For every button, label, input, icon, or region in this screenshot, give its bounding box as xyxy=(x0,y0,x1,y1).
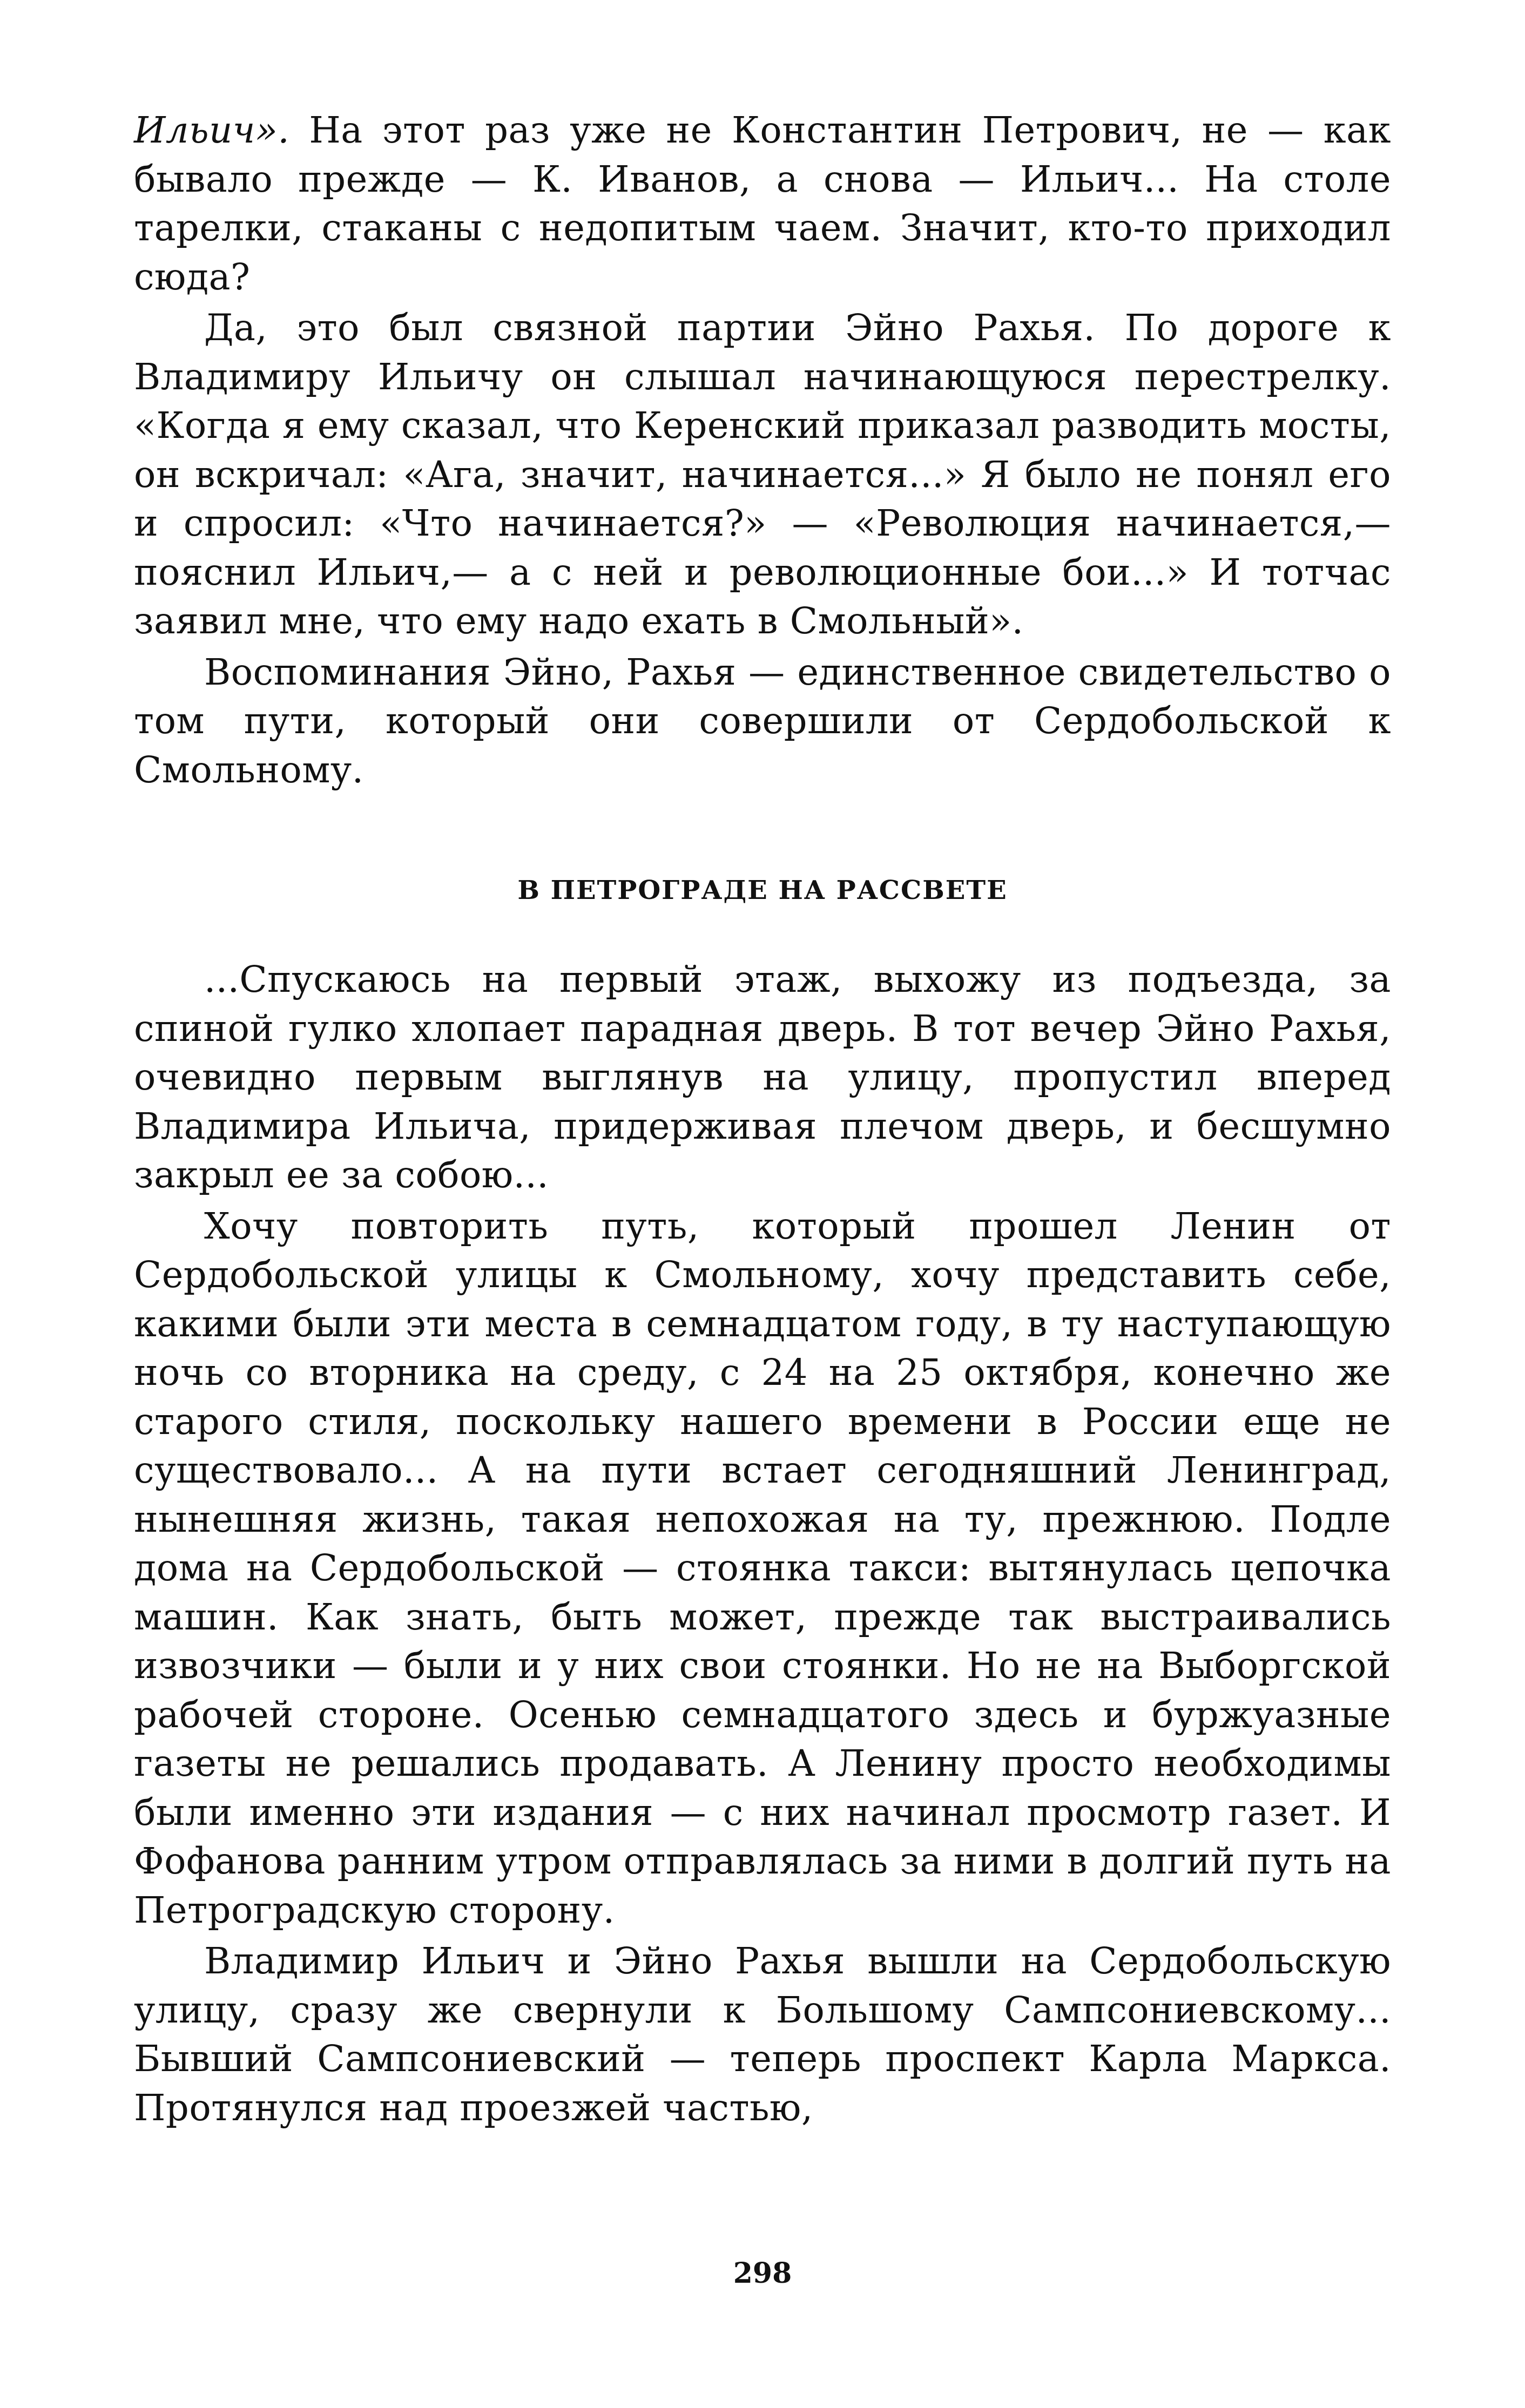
paragraph: Воспоминания Эйно, Рахья — единственное свидетельство о том пути, который они совершили от Сердобольской к Смольному. xyxy=(134,651,1391,791)
paragraph: Да, это был связной партии Эйно Рахья. По дороге к Владимиру Ильичу он слышал начинающуюся перестрелку. «Когда я ему сказал, что Керенский приказал разводить мосты, он вскричал: «Ага, значит, начинается...» Я было не понял его и спросил: «Что начинается?» — «Революция начинается,— пояснил Ильич,— а с ней и революционные бои...» И тотчас заявил мне, что ему надо ехать в Смольный». xyxy=(134,307,1391,642)
paragraph: Хочу повторить путь, который прошел Ленин от Сердобольской улицы к Смольному, хочу представить себе, какими были эти места в семнадцатом году, в ту наступающую ночь со вторника на среду, с 24 на 25 октября, конечно же старого стиля, поскольку нашего времени в России еще не существовало... А на пути встает сегодняшний Ленинград, нынешняя жизнь, такая непохожая на ту, прежнюю. Подле дома на Сердобольской — стоянка такси: вытянулась цепочка машин. Как знать, быть может, прежде так выстраивались извозчики — были и у них свои стоянки. Но не на Выборгской рабочей стороне. Осенью семнадцатого здесь и буржуазные газеты не решались продавать. А Ленину просто необходимы были именно эти издания — с них начинал просмотр газет. И Фофанова ранним утром отправлялась за ними в долгий путь на Петроградскую сторону. xyxy=(134,1205,1391,1931)
page-number: 298 xyxy=(733,2257,792,2290)
italic-lead: Ильич». xyxy=(134,109,290,151)
paragraph-text: На этот раз уже не Константин Петрович, не — как бывало прежде — К. Иванов, а снова — Ильич... На столе тарелки, стаканы с недопитым чаем. Значит, кто-то приходил сюда? xyxy=(134,109,1391,298)
section-heading: В ПЕТРОГРАДЕ НА РАССВЕТЕ xyxy=(517,875,1008,905)
paragraph: ...Спускаюсь на первый этаж, выхожу из подъезда, за спиной гулко хлопает парадная дверь. В тот вечер Эйно Рахья, очевидно первым выглянув на улицу, пропустил вперед Владимира Ильича, придерживая плечом дверь, и бесшумно закрыл ее за собою... xyxy=(134,958,1391,1196)
page-body xyxy=(134,106,1391,2132)
paragraph-continuation xyxy=(134,106,1391,301)
paragraph: Владимир Ильич и Эйно Рахья вышли на Сердобольскую улицу, сразу же свернули к Большому Сампсониевскому... Бывший Сампсониевский — теперь проспект Карла Маркса. Протянулся над проезжей частью, xyxy=(134,1940,1391,2129)
